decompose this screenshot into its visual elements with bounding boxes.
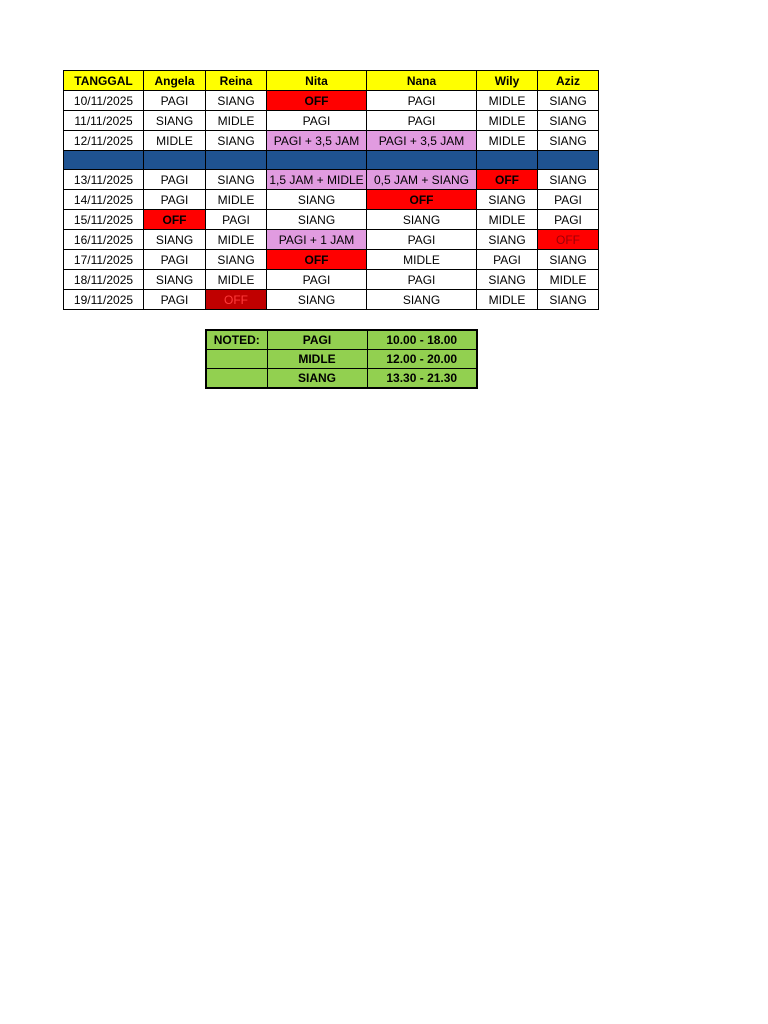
cell-shift[interactable]: PAGI	[144, 170, 206, 190]
cell-shift[interactable]: MIDLE	[477, 131, 538, 151]
table-row	[64, 91, 599, 111]
cell-shift[interactable]: PAGI	[206, 210, 267, 230]
table-row	[64, 290, 599, 310]
cell-date[interactable]: 14/11/2025	[64, 190, 144, 210]
cell-shift[interactable]: PAGI	[367, 91, 477, 111]
cell-shift[interactable]: SIANG	[477, 270, 538, 290]
cell-shift-extra[interactable]: PAGI + 1 JAM	[267, 230, 367, 250]
legend-row	[206, 330, 477, 350]
cell-shift[interactable]: PAGI	[538, 210, 599, 230]
cell-date[interactable]: 17/11/2025	[64, 250, 144, 270]
cell-shift[interactable]: SIANG	[538, 250, 599, 270]
cell-shift[interactable]: PAGI	[367, 111, 477, 131]
cell-shift[interactable]: SIANG	[538, 170, 599, 190]
cell-shift[interactable]: MIDLE	[206, 230, 267, 250]
cell-shift-off[interactable]: OFF	[477, 170, 538, 190]
cell-shift[interactable]: MIDLE	[538, 270, 599, 290]
legend-empty-cell[interactable]	[206, 369, 267, 389]
cell-shift[interactable]: PAGI	[367, 270, 477, 290]
cell-shift[interactable]: PAGI	[367, 230, 477, 250]
separator-row	[64, 151, 599, 170]
cell-date[interactable]: 18/11/2025	[64, 270, 144, 290]
cell-date[interactable]: 15/11/2025	[64, 210, 144, 230]
cell-shift[interactable]: SIANG	[477, 190, 538, 210]
separator-cell[interactable]	[267, 151, 367, 170]
separator-cell[interactable]	[64, 151, 144, 170]
cell-date[interactable]: 13/11/2025	[64, 170, 144, 190]
cell-shift[interactable]: PAGI	[267, 111, 367, 131]
cell-shift[interactable]: SIANG	[538, 290, 599, 310]
cell-shift[interactable]: SIANG	[538, 111, 599, 131]
cell-shift[interactable]: PAGI	[144, 250, 206, 270]
header-row	[64, 71, 599, 91]
separator-cell[interactable]	[538, 151, 599, 170]
cell-date[interactable]: 16/11/2025	[64, 230, 144, 250]
cell-shift[interactable]: SIANG	[144, 111, 206, 131]
cell-shift[interactable]: SIANG	[206, 131, 267, 151]
legend-shift[interactable]: PAGI	[267, 330, 367, 350]
separator-cell[interactable]	[206, 151, 267, 170]
legend-time[interactable]: 12.00 - 20.00	[367, 350, 477, 369]
separator-cell[interactable]	[144, 151, 206, 170]
cell-shift[interactable]: MIDLE	[477, 210, 538, 230]
cell-date[interactable]: 11/11/2025	[64, 111, 144, 131]
cell-shift[interactable]: SIANG	[206, 250, 267, 270]
cell-shift-extra[interactable]: PAGI + 3,5 JAM	[267, 131, 367, 151]
cell-shift[interactable]: MIDLE	[206, 190, 267, 210]
cell-shift-off[interactable]: OFF	[267, 250, 367, 270]
legend-time[interactable]: 10.00 - 18.00	[367, 330, 477, 350]
cell-shift-off[interactable]: OFF	[206, 290, 267, 310]
cell-shift[interactable]: PAGI	[267, 270, 367, 290]
legend-row	[206, 369, 477, 389]
legend-row	[206, 350, 477, 369]
cell-shift[interactable]: SIANG	[144, 230, 206, 250]
cell-shift[interactable]: MIDLE	[367, 250, 477, 270]
cell-shift[interactable]: MIDLE	[477, 290, 538, 310]
table-row	[64, 270, 599, 290]
cell-shift[interactable]: MIDLE	[144, 131, 206, 151]
legend-empty-cell[interactable]	[206, 350, 267, 369]
cell-shift[interactable]: PAGI	[144, 290, 206, 310]
cell-date[interactable]: 10/11/2025	[64, 91, 144, 111]
header-reina: Reina	[206, 71, 267, 91]
shift-hours-legend	[205, 329, 478, 389]
cell-shift-extra[interactable]: PAGI + 3,5 JAM	[367, 131, 477, 151]
cell-shift[interactable]: MIDLE	[206, 111, 267, 131]
cell-shift[interactable]: SIANG	[267, 190, 367, 210]
table-row	[64, 210, 599, 230]
cell-shift-off[interactable]: OFF	[538, 230, 599, 250]
separator-cell[interactable]	[367, 151, 477, 170]
header-nana: Nana	[367, 71, 477, 91]
cell-shift-extra[interactable]: 1,5 JAM + MIDLE	[267, 170, 367, 190]
cell-shift-off[interactable]: OFF	[144, 210, 206, 230]
cell-shift[interactable]: SIANG	[206, 170, 267, 190]
header-aziz: Aziz	[538, 71, 599, 91]
cell-shift-off[interactable]: OFF	[267, 91, 367, 111]
legend-shift[interactable]: SIANG	[267, 369, 367, 389]
cell-shift[interactable]: SIANG	[367, 290, 477, 310]
table-row	[64, 190, 599, 210]
cell-shift[interactable]: MIDLE	[477, 91, 538, 111]
cell-shift[interactable]: PAGI	[144, 91, 206, 111]
header-nita: Nita	[267, 71, 367, 91]
cell-date[interactable]: 19/11/2025	[64, 290, 144, 310]
table-row	[64, 230, 599, 250]
cell-shift[interactable]: SIANG	[206, 91, 267, 111]
cell-shift[interactable]: SIANG	[267, 290, 367, 310]
cell-shift-off[interactable]: OFF	[367, 190, 477, 210]
table-row	[64, 131, 599, 151]
cell-shift[interactable]: MIDLE	[477, 111, 538, 131]
table-row	[64, 250, 599, 270]
legend-label[interactable]: NOTED:	[206, 330, 267, 350]
cell-shift[interactable]: PAGI	[144, 190, 206, 210]
cell-shift[interactable]: SIANG	[367, 210, 477, 230]
cell-shift-extra[interactable]: 0,5 JAM + SIANG	[367, 170, 477, 190]
cell-date[interactable]: 12/11/2025	[64, 131, 144, 151]
separator-cell[interactable]	[477, 151, 538, 170]
shift-schedule-table	[63, 70, 599, 310]
header-angela: Angela	[144, 71, 206, 91]
cell-shift[interactable]: SIANG	[538, 131, 599, 151]
cell-shift[interactable]: SIANG	[538, 91, 599, 111]
header-wily: Wily	[477, 71, 538, 91]
legend-shift[interactable]: MIDLE	[267, 350, 367, 369]
header-tanggal: TANGGAL	[64, 71, 144, 91]
table-row	[64, 111, 599, 131]
cell-shift[interactable]: PAGI	[477, 250, 538, 270]
cell-shift[interactable]: SIANG	[477, 230, 538, 250]
cell-shift[interactable]: SIANG	[267, 210, 367, 230]
legend-time[interactable]: 13.30 - 21.30	[367, 369, 477, 389]
cell-shift[interactable]: SIANG	[144, 270, 206, 290]
cell-shift[interactable]: MIDLE	[206, 270, 267, 290]
table-row	[64, 170, 599, 190]
cell-shift[interactable]: PAGI	[538, 190, 599, 210]
